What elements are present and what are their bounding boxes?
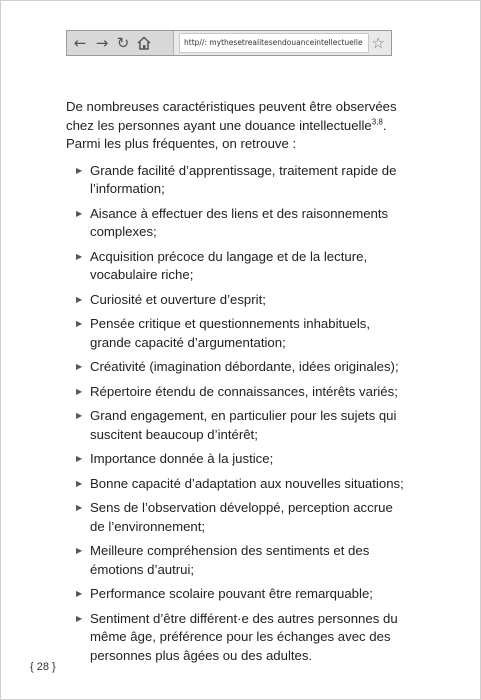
triangle-bullet-icon: ▶ [76,546,83,555]
list-item [66,315,406,352]
browser-toolbar [66,30,392,56]
back-arrow-icon[interactable]: ← [73,34,87,52]
star-icon[interactable]: ☆ [371,34,385,52]
triangle-bullet-icon: ▶ [76,165,83,175]
list-item-text: Sentiment d’être différent·e des autres personnes du même âge, préférence pour les échanges avec des personnes plus âgées ou des adultes. [90,610,398,663]
list-item-text: Grande facilité d’apprentissage, traitement rapide de l’information; [90,162,397,196]
list-item-text: Grand engagement, en particulier pour les sujets qui suscitent beaucoup d’intérêt; [90,408,397,442]
list-item-text: Curiosité et ouverture d’esprit; [90,291,266,307]
list-item-text: Répertoire étendu de connaissances, intérêts variés; [90,383,398,399]
list-item-text: Sens de l’observation développé, perception accrue de l’environnement; [90,500,393,534]
intro-text: De nombreuses caractéristiques peuvent être observées chez les personnes ayant une douance intellectuelle [66,99,397,133]
list-item [66,499,406,536]
address-bar[interactable]: http//: mythesetrealitesendouanceintellectuelle [179,33,369,53]
list-item [66,610,406,666]
page-number: { 28 } [30,661,56,673]
list-item [66,248,406,285]
list-item-text: Performance scolaire pouvant être remarquable; [90,586,373,601]
browser-nav-buttons [67,31,174,55]
triangle-bullet-icon: ▶ [76,294,83,304]
triangle-bullet-icon: ▶ [76,411,83,420]
list-item [66,205,406,242]
list-item [66,585,406,604]
triangle-bullet-icon: ▶ [76,362,83,371]
list-item [66,291,406,310]
triangle-bullet-icon: ▶ [76,613,83,623]
main-content [66,98,406,671]
triangle-bullet-icon: ▶ [76,503,83,512]
list-item [66,358,406,377]
list-item-text: Meilleure compréhension des sentiments et des émotions d’autrui; [90,543,370,577]
reload-icon[interactable]: ↻ [116,34,130,52]
reference-superscript: 3,8 [371,117,383,127]
list-item [66,162,406,199]
list-item-text: Pensée critique et questionnements inhabituels, grande capacité d’argumentation; [90,316,371,350]
list-item [66,383,406,402]
triangle-bullet-icon: ▶ [76,386,83,396]
triangle-bullet-icon: ▶ [76,208,83,218]
intro-paragraph [66,98,406,154]
triangle-bullet-icon: ▶ [76,454,83,463]
list-item [66,475,406,494]
triangle-bullet-icon: ▶ [76,319,83,328]
intro-tail: . Parmi les plus fréquentes, on retrouve : [66,117,387,151]
list-item [66,542,406,579]
triangle-bullet-icon: ▶ [76,478,83,488]
home-icon[interactable] [135,34,153,55]
list-item-text: Bonne capacité d’adaptation aux nouvelles situations; [90,475,404,491]
list-item-text: Importance donnée à la justice; [90,451,274,466]
triangle-bullet-icon: ▶ [76,589,83,598]
list-item-text: Acquisition précoce du langage et de la lecture, vocabulaire riche; [90,248,368,282]
forward-arrow-icon[interactable]: → [95,34,109,52]
list-item-text: Créativité (imagination débordante, idées originales); [90,359,399,374]
triangle-bullet-icon: ▶ [76,251,83,261]
list-item-text: Aisance à effectuer des liens et des raisonnements complexes; [90,205,389,239]
characteristics-list [66,162,406,666]
list-item [66,450,406,469]
list-item [66,407,406,444]
